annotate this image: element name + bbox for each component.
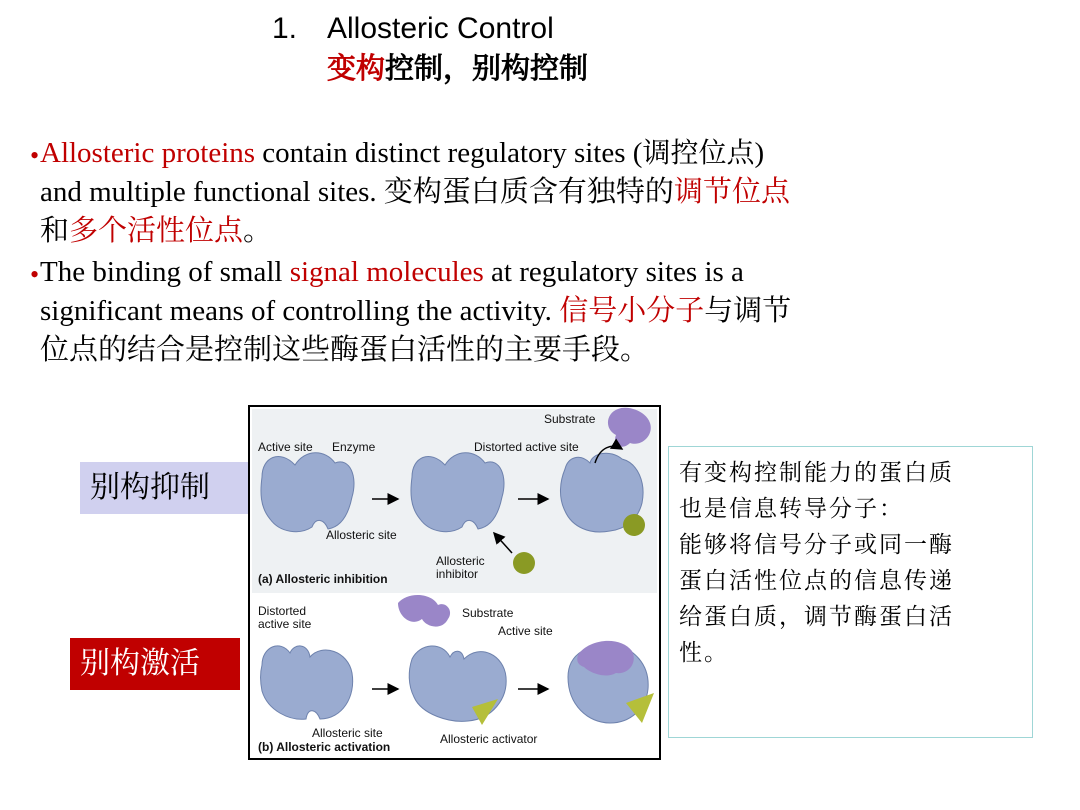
- bullet-1-zh-3: 和: [40, 213, 70, 247]
- label-active-site-b: Active site: [498, 624, 553, 638]
- bullet-2-text-3: significant means of controlling the activity.: [40, 295, 560, 327]
- bullet-1-term: Allosteric proteins: [40, 137, 256, 169]
- label-distorted-active-site: Distorted active site: [474, 440, 579, 454]
- label-distorted-2: active site: [258, 617, 312, 631]
- bullet-2-line-1: [40, 253, 1000, 291]
- bullet-1: [40, 134, 1000, 250]
- inhibitor-bound: [623, 514, 645, 536]
- bullet-1-text-2: and multiple functional sites.: [40, 176, 384, 208]
- label-allosteric-activation: 别构激活: [70, 638, 240, 690]
- info-box: [668, 446, 1033, 738]
- bullet-1-zh: 调控位点: [642, 136, 755, 169]
- label-allosteric-inhibitor-2: inhibitor: [436, 567, 479, 581]
- bullet-1-line-3: [40, 211, 1000, 250]
- inhibitor-free: [513, 552, 535, 574]
- allostery-figure: [248, 405, 661, 760]
- bullet-2-zh-2: 位点的结合是控制这些酶蛋白活性的主要手段。: [40, 332, 650, 366]
- bullet-1-zh-2: 变构蛋白质含有独特的: [383, 174, 674, 208]
- label-allosteric-site-b: Allosteric site: [312, 726, 383, 740]
- subtitle-red: 变构: [327, 51, 386, 85]
- enzyme-a2: [411, 453, 504, 532]
- label-substrate-top: Substrate: [544, 412, 596, 426]
- bullet-2-term: signal molecules: [289, 256, 484, 288]
- label-allosteric-site-a: Allosteric site: [326, 528, 397, 542]
- bullet-2-zh-red: 信号小分子: [559, 293, 705, 327]
- bullet-1-zh-red-2: 多个活性位点: [69, 213, 244, 247]
- label-distorted-1: Distorted: [258, 604, 307, 618]
- bullet-2-line-3: [40, 330, 1000, 369]
- label-substrate-b: Substrate: [462, 606, 514, 620]
- info-line-1: 有变构控制能力的蛋白质: [679, 460, 954, 486]
- bullet-2-text: The binding of small: [40, 256, 290, 288]
- enzyme-a1: [261, 453, 354, 532]
- bullet-2: [40, 253, 1000, 369]
- caption-a: (a) Allosteric inhibition: [258, 572, 388, 586]
- label-enzyme: Enzyme: [332, 440, 376, 454]
- label-allosteric-inhibition: 别构抑制: [80, 462, 248, 514]
- bullet-1-line-2: [40, 172, 1000, 211]
- caption-b: (b) Allosteric activation: [258, 740, 391, 754]
- slide-title: [272, 10, 554, 48]
- title-english: Allosteric Control: [327, 12, 554, 45]
- substrate-b: [398, 595, 450, 627]
- substrate-a: [608, 408, 651, 447]
- bullet-1-zh-red: 调节位点: [673, 174, 790, 208]
- label-active-site: Active site: [258, 440, 313, 454]
- enzyme-b2: [409, 646, 506, 721]
- info-line-6: 性。: [679, 640, 729, 666]
- arrow-inhibitor: [494, 533, 512, 553]
- info-line-3: 能够将信号分子或同一酶: [679, 532, 954, 558]
- bullet-1-zh-end: 。: [243, 213, 273, 247]
- info-line-4: 蛋白活性位点的信息传递: [679, 568, 954, 594]
- bullet-1-paren: ): [754, 137, 765, 169]
- bullet-1-text: contain distinct regulatory sites (: [255, 137, 643, 169]
- label-allosteric-inhibitor-1: Allosteric: [436, 554, 485, 568]
- info-line-2: 也是信息转导分子：: [679, 496, 904, 522]
- info-line-5: 给蛋白质，调节酶蛋白活: [679, 604, 954, 630]
- bullet-2-text-2: at regulatory sites is a: [483, 256, 744, 288]
- title-number: 1.: [272, 12, 298, 45]
- bullet-2-zh: 与调节: [704, 293, 792, 327]
- subtitle-rest: 控制，别构控制: [385, 51, 589, 85]
- label-allosteric-activator: Allosteric activator: [440, 732, 538, 746]
- bullet-1-line-1: [40, 134, 1000, 172]
- bullet-2-line-2: [40, 291, 1000, 330]
- enzyme-b1: [261, 646, 353, 719]
- slide-subtitle: [327, 48, 588, 88]
